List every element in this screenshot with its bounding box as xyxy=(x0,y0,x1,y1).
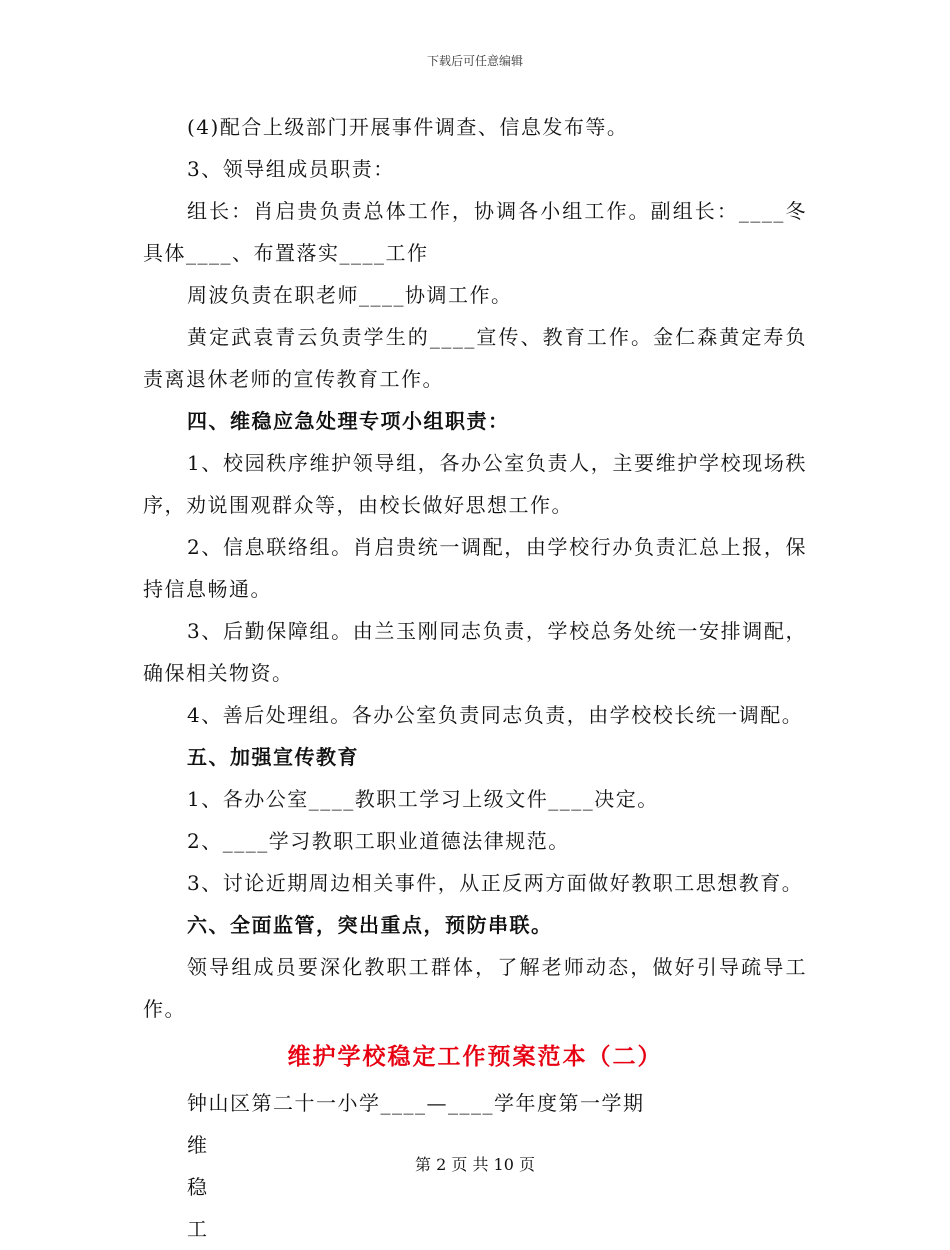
paragraph-4-support: (4)配合上级部门开展事件调查、信息发布等。 xyxy=(187,115,629,139)
paragraph-leader-duties-heading: 3、领导组成员职责： xyxy=(187,157,395,181)
paragraph-char-wen: 稳 xyxy=(187,1175,209,1199)
paragraph-group-leader: 组长：肖启贵负责总体工作，协调各小组工作。副组长：____冬具体____、布置落实____工作 xyxy=(143,199,807,265)
paragraph-aftermath: 4、善后处理组。各办公室负责同志负责，由学校校长统一调配。 xyxy=(187,703,804,727)
paragraph-char-gong: 工 xyxy=(187,1217,209,1241)
paragraph-offices-study: 1、各办公室____教职工学习上级文件____决定。 xyxy=(187,787,659,811)
page-footer: 第 2 页 共 10 页 xyxy=(415,1155,535,1174)
paragraph-char-wei: 维 xyxy=(187,1133,209,1157)
section-heading-6: 六、全面监管，突出重点，预防串联。 xyxy=(187,913,553,937)
section-heading-4: 四、维稳应急处理专项小组职责： xyxy=(187,409,510,433)
section-title: 维护学校稳定工作预案范本（二） xyxy=(287,1044,663,1070)
paragraph-info-liaison: 2、信息联络组。肖启贵统一调配，由学校行办负责汇总上报，保持信息畅通。 xyxy=(143,535,807,601)
paragraph-discuss-events: 3、讨论近期周边相关事件，从正反两方面做好教职工思想教育。 xyxy=(187,871,804,895)
paragraph-ethics-study: 2、____学习教职工职业道德法律规范。 xyxy=(187,829,570,853)
paragraph-school-term: 钟山区第二十一小学____—____学年度第一学期 xyxy=(187,1091,645,1115)
paragraph-leaders-deepen: 领导组成员要深化教职工群体，了解老师动态，做好引导疏导工作。 xyxy=(143,955,807,1021)
document-body xyxy=(143,106,807,1250)
page-header: 下载后可任意编辑 xyxy=(426,54,523,68)
paragraph-zhoubo: 周波负责在职老师____协调工作。 xyxy=(187,283,513,307)
paragraph-huangdingwu: 黄定武袁青云负责学生的____宣传、教育工作。金仁森黄定寿负责离退休老师的宣传教育工作。 xyxy=(143,325,807,391)
paragraph-logistics: 3、后勤保障组。由兰玉刚同志负责，学校总务处统一安排调配，确保相关物资。 xyxy=(143,619,807,685)
paragraph-campus-order: 1、校园秩序维护领导组，各办公室负责人，主要维护学校现场秩序，劝说围观群众等，由校长做好思想工作。 xyxy=(143,451,807,517)
section-heading-5: 五、加强宣传教育 xyxy=(187,745,359,769)
